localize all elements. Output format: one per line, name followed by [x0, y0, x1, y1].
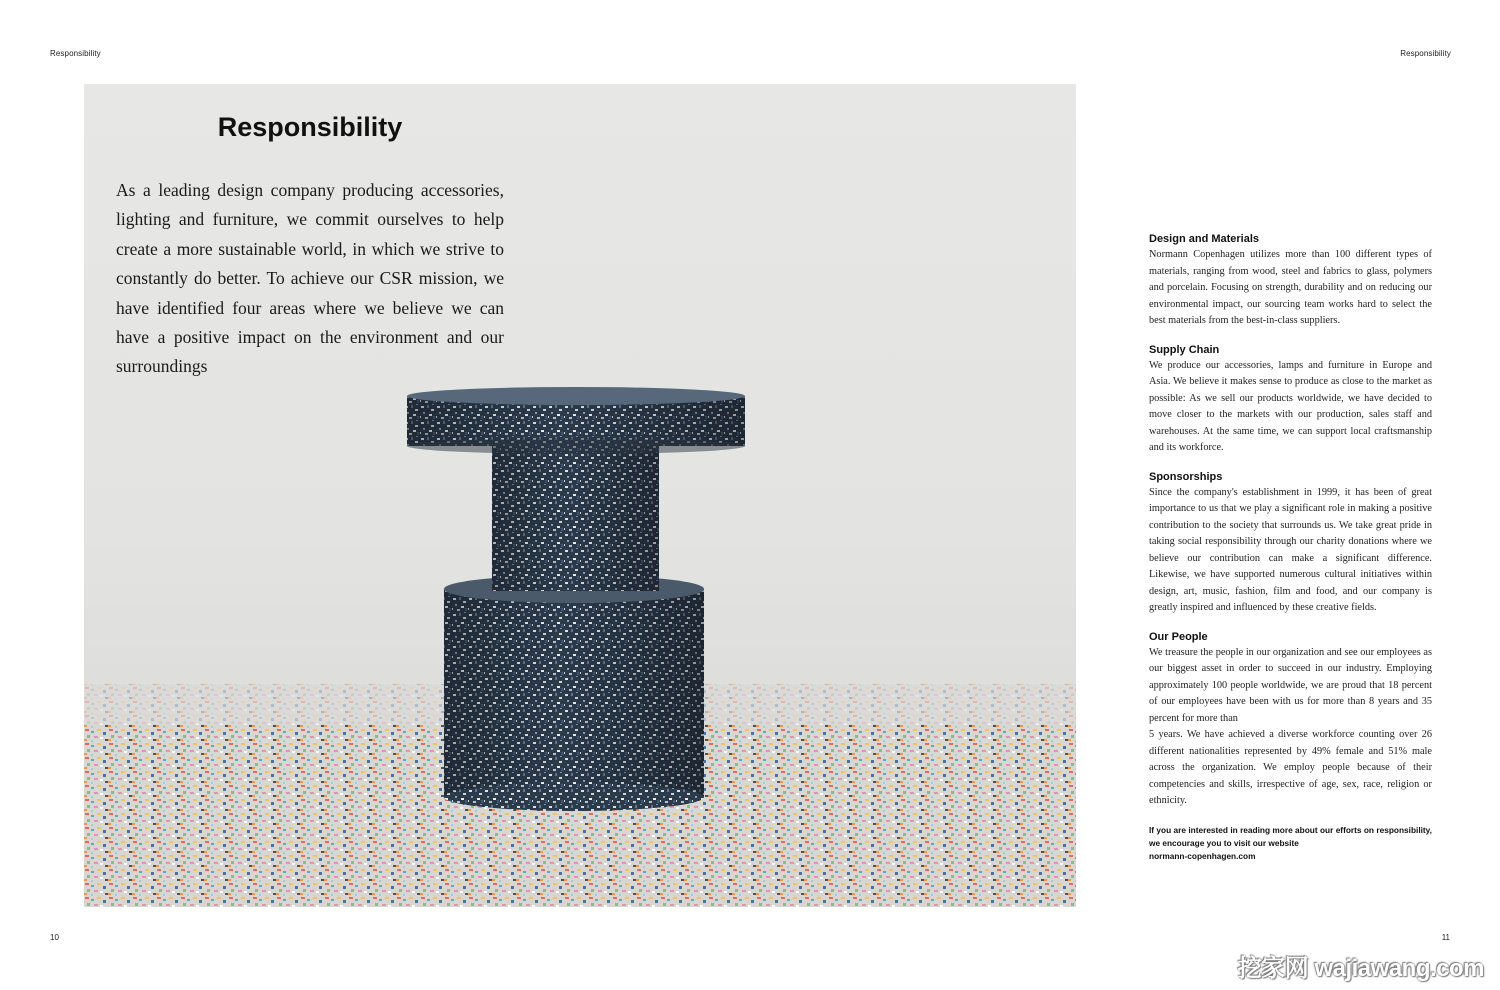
website-link[interactable]: normann-copenhagen.com	[1149, 850, 1256, 861]
section-heading-sponsorships: Sponsorships	[1149, 470, 1223, 483]
closing-note	[1149, 824, 1432, 863]
responsibility-column	[1149, 233, 1432, 863]
section-body-design-materials: Normann Copenhagen utilizes more than 100 different types of materials, ranging from wood, steel and fabrics to glass, polymers and porcelain. Focusing on strength, durability and on reducing our environmental impact, our sourcing team works hard to select the best materials from the best-in-class suppliers.	[1149, 249, 1432, 326]
section-heading-design-materials: Design and Materials	[1149, 233, 1260, 245]
hero-title: Responsibility	[217, 112, 403, 142]
hero-photo	[84, 84, 1076, 907]
our-people-text-part-2: 5 years. We have achieved a diverse workforce counting over 26 different nationalities represented by 49% female and 51% male across the organization. We employ people because of their competencies and skills, irrespective of age, sex, race, religion or ethnicity.	[1149, 729, 1432, 806]
running-head-left: Responsibility	[50, 49, 101, 58]
page-number-right: 11	[1441, 933, 1450, 942]
section-body-our-people	[1149, 645, 1432, 810]
hero-intro-text: As a leading design company producing accessories, lighting and furniture, we commit ourselves to help create a more sustainable world, in which we strive to constantly do better. To achieve our CSR mission, we have identified four areas where we believe we can have a positive impact on the environment and our surroundings	[116, 180, 504, 377]
section-body-sponsorships: Since the company's establishment in 1999, it has been of great importance to us that we play a significant role in making a positive contribution to the society that surrounds us. We take great pride in taking social responsibility through our charity donations where we believe our contribution can make a significant difference. Likewise, we have supported numerous cultural initiatives within design, art, music, fashion, film and food, and our company is greatly inspired and influenced by these creative fields.	[1149, 486, 1432, 613]
closing-text: If you are interested in reading more about our efforts on responsibility, we encourage you to visit our website	[1149, 824, 1432, 848]
section-heading-supply-chain: Supply Chain	[1149, 343, 1220, 356]
running-head-right: Responsibility	[1400, 49, 1451, 58]
section-body-supply-chain: We produce our accessories, lamps and furniture in Europe and Asia. We believe it makes sense to produce as close to the market as possible: As we sell our products worldwide, we have decided to move closer to the markets with our production, sales staff and warehouses. At the same time, we can support local craftsmanship and its workforce.	[1149, 359, 1432, 453]
watermark: 挖家网 wajiawang.com	[1237, 955, 1484, 982]
our-people-text-part-1: We treasure the people in our organization and see our employees as our biggest asset in order to succeed in our industry. Employing approximately 100 people worldwide, we are proud that 18 percent of our employees have been with us for more than 8 years and 35 percent for more than	[1149, 646, 1432, 724]
section-heading-our-people: Our People	[1149, 630, 1208, 643]
page-number-left: 10	[50, 933, 59, 942]
